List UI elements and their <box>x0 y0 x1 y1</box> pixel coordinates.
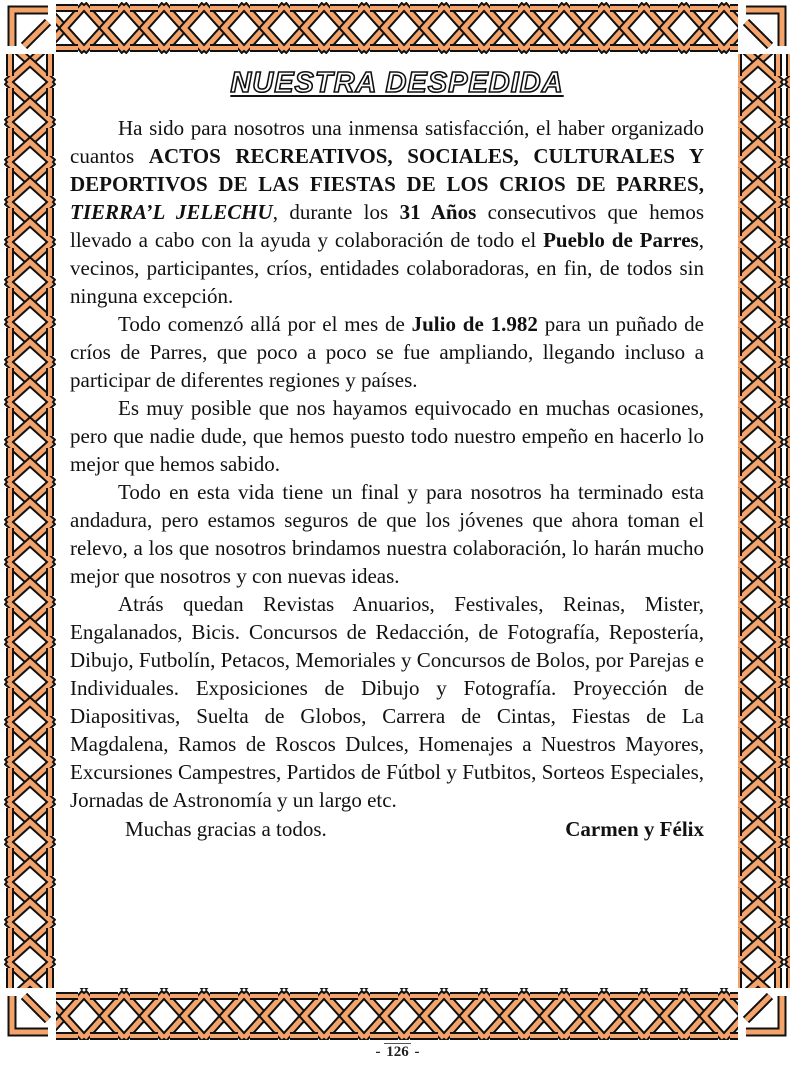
body-run: Atrás quedan Revistas Anuarios, Festivales, Reinas, Mister, Engalanados, Bicis. Concursos de Redacción, de Fotografía, Repostería, Dibujo, Futbolín, Petacos, Memoriales y Concursos de Bolos, por Parejas e Individuales. Exposiciones de Dibujo y Fotografía. Proyección de Diapositivas, Suelta de Globos, Carrera de Cintas, Fiestas de La Magdalena, Ramos de Roscos Dulces, Homenajes a Nuestros Mayores, Excursiones Campestres, Partidos de Fútbol y Futbitos, Sorteos Especiales, Jornadas de Astronomía y un largo etc. <box>70 592 704 812</box>
signature: Carmen y Félix <box>565 817 704 841</box>
border-bottom <box>56 988 738 1040</box>
border-right <box>738 54 790 988</box>
body-run: , vecinos, participantes, críos, entidades colaboradoras, en fin, de todos sin ninguna excepción. <box>70 228 704 308</box>
body-text <box>70 114 704 814</box>
page-number-prefix: - <box>375 1044 381 1060</box>
border-corner-bottom-right <box>738 988 790 1040</box>
emphasis-text: Julio de 1.982 <box>411 312 538 336</box>
border-corner-top-right <box>738 2 790 54</box>
body-run: Todo en esta vida tiene un final y para nosotros ha terminado esta andadura, pero estamos seguros de que los jóvenes que ahora toman el relevo, a los que nosotros brindamos nuestra colaboración, lo harán mucho mejor que nosotros y con nuevas ideas. <box>70 480 704 588</box>
body-run: para un puñado de críos de Parres, que poco a poco se fue ampliando, llegando incluso a participar de diferentes regiones y países. <box>70 312 705 392</box>
page-number <box>0 1044 795 1061</box>
emphasis-text: 31 Años <box>399 200 477 224</box>
body-run: Es muy posible que nos hayamos equivocado en muchas ocasiones, pero que nadie dude, que hemos puesto todo nuestro empeño en hacerlo lo mejor que hemos sabido. <box>70 396 704 476</box>
paragraph <box>70 310 704 394</box>
border-left <box>4 54 56 988</box>
page-number-value: 126 <box>386 1044 409 1060</box>
emphasis-text: TIERRA’L JELECHU <box>70 200 273 224</box>
closing-line <box>70 814 704 844</box>
closing-text: Muchas gracias a todos. <box>125 817 327 841</box>
body-run: Ha sido para nosotros una inmensa satisfacción, el haber organizado cuantos <box>70 116 704 168</box>
paragraph <box>70 114 704 310</box>
paragraph <box>70 394 704 478</box>
paragraph <box>70 590 704 814</box>
page-number-suffix: - <box>414 1044 420 1060</box>
body-run: consecutivos que hemos llevado a cabo con la ayuda y colaboración de todo el <box>70 200 705 252</box>
border-top <box>56 2 738 54</box>
body-run: Todo comenzó allá por el mes de <box>118 312 412 336</box>
body-run: , durante los <box>272 200 400 224</box>
page-title: NUESTRA DESPEDIDA <box>230 67 564 99</box>
page-content <box>70 66 704 946</box>
paragraph <box>70 478 704 590</box>
border-corner-bottom-left <box>4 988 56 1040</box>
border-corner-top-left <box>4 2 56 54</box>
emphasis-text: Pueblo de Parres <box>543 228 699 252</box>
emphasis-text: ACTOS RECREATIVOS, SOCIALES, CULTURALES Y DEPORTIVOS DE LAS FIESTAS DE LOS CRIOS DE PARRES, <box>70 144 704 196</box>
